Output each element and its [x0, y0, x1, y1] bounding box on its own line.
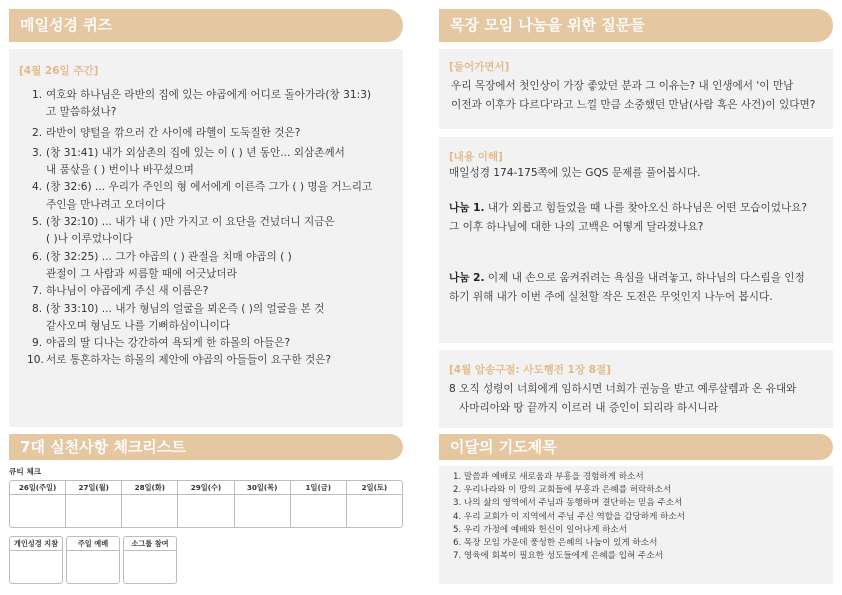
quiz-list	[19, 87, 391, 370]
quiz-item-line: ( )나 이루었나이다	[46, 233, 133, 246]
quiz-item	[19, 87, 391, 122]
day-label: 2일(토)	[347, 481, 402, 495]
intro-line: 이전과 이후가 다르다'라고 느낄 만큼 소중했던 만남(사람 혹은 사건)이 있다면?	[451, 99, 816, 111]
day-check-cell[interactable]	[291, 481, 347, 527]
day-check-cell[interactable]	[347, 481, 402, 527]
intro-text	[449, 77, 823, 115]
content-box	[439, 137, 833, 343]
quiz-item-line: 관절이 그 사람과 씨름할 때에 어긋났더라	[46, 267, 237, 280]
prayer-item: 3. 나의 삶의 영역에서 주님과 동행하며 결단하는 믿음 주소서	[453, 498, 683, 509]
extra-check-box[interactable]	[9, 536, 63, 584]
quiz-item-line: 주인을 만나려고 오더이다	[46, 198, 166, 211]
day-label: 26일(주일)	[10, 481, 65, 495]
quiz-item-line: (창 32:6) ... 우리가 주인의 형 에서에게 이른즉 그가 ( ) 명을 거느리고	[46, 181, 373, 194]
quiz-item-number: 3.	[32, 146, 43, 159]
quiz-item-line: (창 32:10) ... 내가 내 ( )만 가지고 이 요단을 건넜더니 지금은	[46, 216, 335, 229]
memory-verse-tag: [4월 암송구절: 사도행전 1장 8절]	[449, 364, 611, 376]
share-2	[449, 269, 823, 307]
questions-header: 목장 모임 나눔을 위한 질문들	[439, 9, 833, 42]
content-text: 매일성경 174-175쪽에 있는 GQS 문제를 풀어봅시다.	[449, 167, 701, 179]
day-check-cell[interactable]	[122, 481, 178, 527]
day-label: 27일(월)	[66, 481, 121, 495]
memory-verse-text	[449, 380, 823, 418]
day-check-cell[interactable]	[178, 481, 234, 527]
quiz-week-tag: [4월 26일 주간]	[19, 65, 99, 77]
quiz-item	[19, 352, 391, 369]
quiz-item-number: 2.	[32, 126, 43, 139]
quiz-item-number: 9.	[32, 337, 43, 350]
quiz-item	[19, 283, 391, 300]
quiz-item-number: 5.	[32, 216, 43, 229]
checklist-header: 7대 실천사항 체크리스트	[9, 434, 403, 460]
extra-check-box[interactable]	[123, 536, 177, 584]
prayer-item: 4. 우리 교회가 이 지역에서 주님 주신 역할을 감당하게 하소서	[453, 511, 686, 522]
prayer-item: 1. 말씀과 예배로 새로움과 부흥을 경험하게 하소서	[453, 472, 644, 482]
share-1-line-1: 내가 외롭고 힘들었을 때 나를 찾아오신 하나님은 어떤 모습이었나요?	[484, 202, 808, 214]
quiz-item-line: 여호와 하나님은 라반의 집에 있는 야곱에게 어디로 돌아가라(창 31:3)	[46, 89, 372, 101]
share-2-line-1: 이제 내 손으로 움켜쥐려는 욕심을 내려놓고, 하나님의 다스림을 인정	[484, 272, 805, 284]
quiz-item-line: 내 품삯을 ( ) 번이나 바꾸셨으며	[46, 164, 194, 177]
quiz-item-line: 같사오며 형님도 나를 기뻐하심이니이다	[46, 319, 231, 332]
quiz-item-line: 라반이 양털을 깎으러 간 사이에 라헬이 도둑질한 것은?	[46, 126, 301, 139]
content-tag: [내용 이해]	[449, 151, 503, 163]
quiz-item-line: (창 31:41) 내가 외삼촌의 집에 있는 이 ( ) 년 동안... 외삼촌께서	[46, 146, 345, 159]
intro-line: 우리 목장에서 첫인상이 가장 좋았던 분과 그 이유는? 내 인생에서 '이 만남	[451, 80, 794, 92]
prayer-item: 5. 우리 가정에 예배와 헌신이 일어나게 하소서	[453, 524, 628, 535]
share-1	[449, 199, 823, 237]
share-2-label: 나눔 2.	[449, 272, 485, 284]
day-check-cell[interactable]	[66, 481, 122, 527]
quiz-item-number: 1.	[32, 89, 43, 101]
prayer-item: 7. 영육에 회복이 필요한 성도들에게 은혜를 입혀 주소서	[453, 551, 663, 562]
quiz-item	[19, 214, 391, 249]
quiz-item-line: (창 32:25) ... 그가 야곱의 ( ) 관절을 치매 야곱의 ( )	[46, 250, 292, 263]
quiz-item-number: 7.	[32, 285, 43, 298]
quiz-item	[19, 301, 391, 336]
prayer-item: 6. 목장 모임 가운데 풍성한 은혜의 나눔이 있게 하소서	[453, 538, 658, 549]
quiz-item	[19, 145, 391, 180]
memory-verse-box	[439, 350, 833, 428]
quiz-item-line: 고 말씀하셨나?	[46, 106, 117, 119]
share-1-line-2: 그 이후 하나님에 대한 나의 고백은 어떻게 달라졌나요?	[449, 221, 704, 233]
quiz-item-line: 하나님이 야곱에게 주신 새 이름은?	[46, 285, 209, 298]
share-2-line-2: 하기 위해 내가 이번 주에 실천할 작은 도전은 무엇인지 나누어 봅시다.	[449, 291, 773, 303]
extra-check-label: 소그룹 참여	[124, 537, 176, 551]
quiz-item	[19, 249, 391, 284]
quiz-item-line: (창 33:10) ... 내가 형님의 얼굴을 뵈온즉 ( )의 얼굴을 본 것	[46, 302, 325, 315]
quiz-item	[19, 179, 391, 214]
intro-box	[439, 49, 833, 129]
extra-check-label: 주일 예배	[67, 537, 119, 551]
share-1-label: 나눔 1.	[449, 202, 485, 214]
quiz-item-number: 4.	[32, 181, 43, 194]
prayer-header: 이달의 기도제목	[439, 434, 833, 460]
quiz-box	[9, 49, 403, 427]
day-label: 28일(화)	[122, 481, 177, 495]
memory-verse-line-2: 사마리아와 땅 끝까지 이르러 내 증인이 되리라 하시니라	[459, 402, 718, 414]
extra-check-box[interactable]	[66, 536, 120, 584]
quiz-item	[19, 335, 391, 352]
prayer-item: 2. 우리나라와 이 땅의 교회들에 부흥과 은혜를 허락하소서	[453, 485, 672, 496]
day-label: 30일(목)	[235, 481, 290, 495]
memory-verse-line-1: 8 오직 성령이 너희에게 임하시면 너희가 권능을 받고 예루살렘과 온 유대와	[449, 383, 797, 395]
prayer-list	[453, 471, 823, 563]
quiz-item-line: 서로 통혼하자는 하몰의 제안에 야곱의 아들들이 요구한 것은?	[46, 354, 332, 367]
quiz-item-number: 8.	[32, 302, 43, 315]
quiz-item-number: 10.	[27, 354, 44, 367]
quiz-header: 매일성경 퀴즈	[9, 9, 403, 42]
day-label: 29일(수)	[178, 481, 233, 495]
intro-tag: [들어가면서]	[449, 61, 510, 73]
quiz-item	[19, 125, 391, 142]
day-check-cell[interactable]	[235, 481, 291, 527]
extra-check-label: 개인성경 지참	[10, 537, 62, 551]
day-label: 1일(금)	[291, 481, 346, 495]
prayer-box	[439, 466, 833, 584]
quiz-item-number: 6.	[32, 250, 43, 263]
day-check-cell[interactable]	[10, 481, 66, 527]
qt-check-label: 큐티 체크	[9, 467, 41, 476]
quiz-item-line: 야곱의 딸 디나는 강간하여 욕되게 한 하몰의 아들은?	[46, 337, 291, 350]
day-check-grid	[9, 480, 403, 528]
